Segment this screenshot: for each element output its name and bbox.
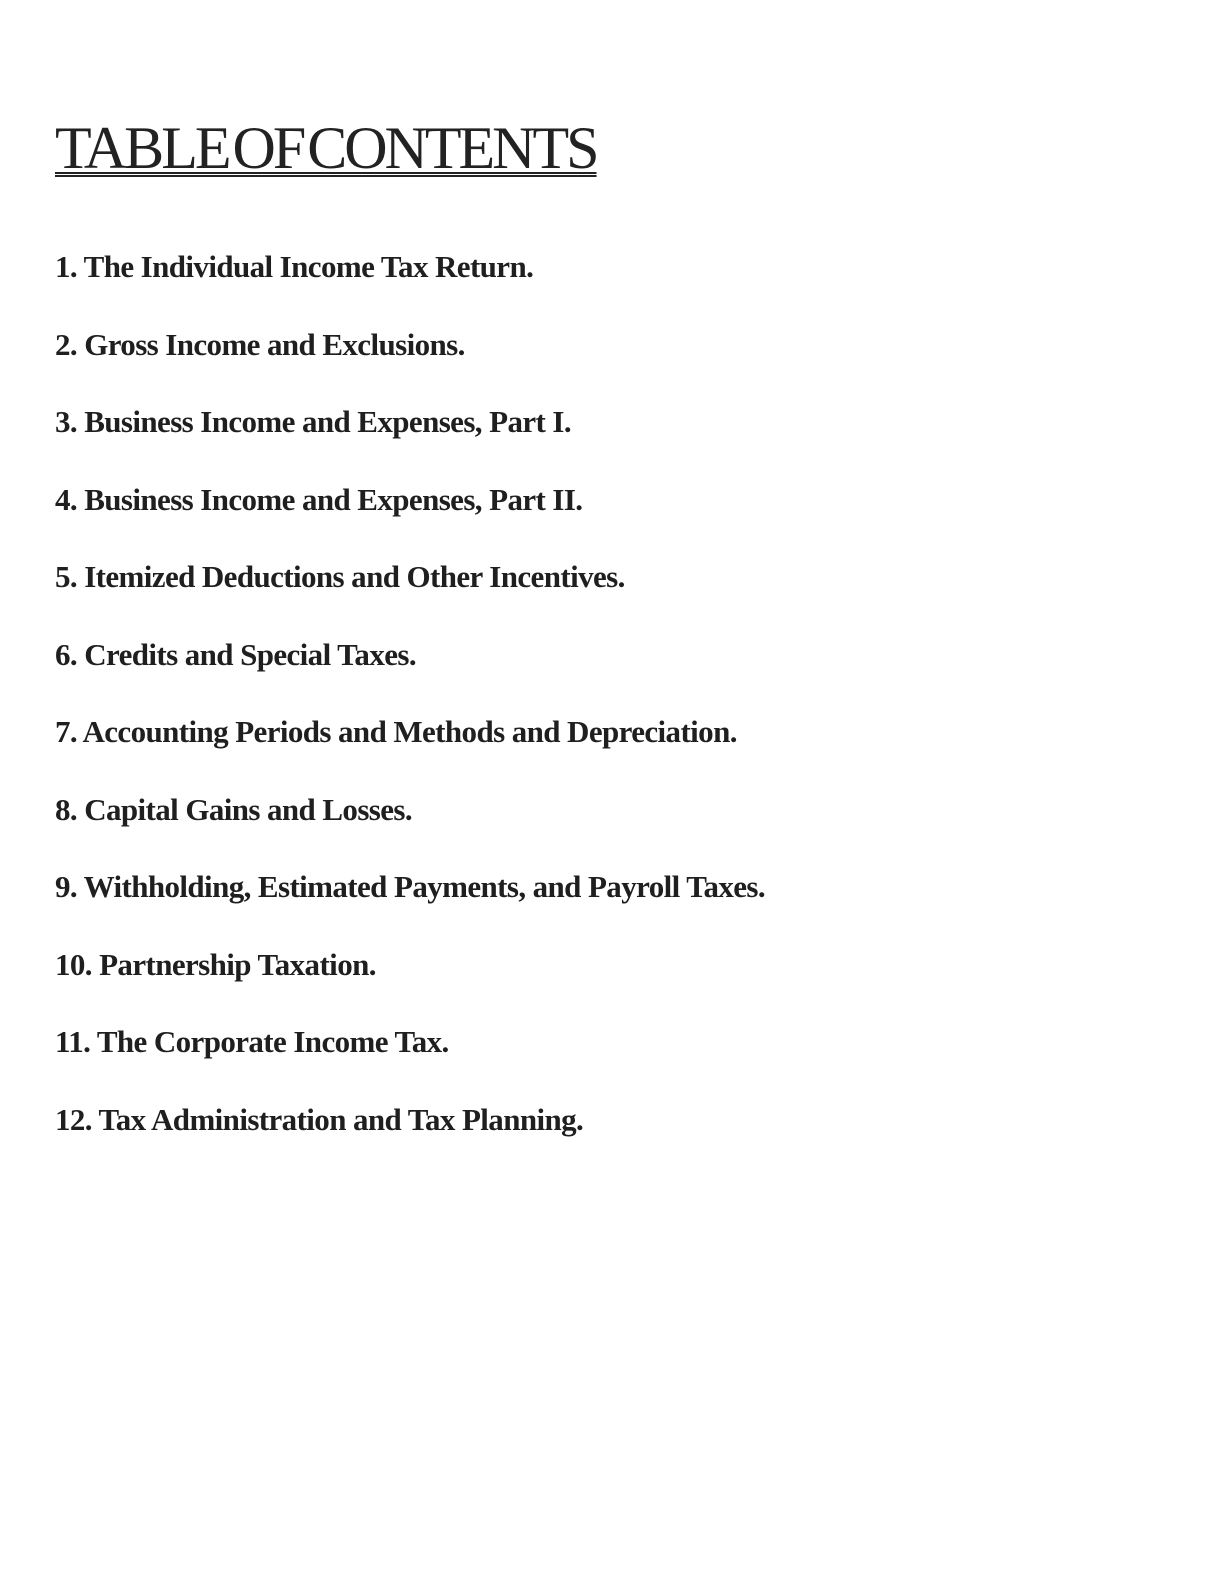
toc-entry-7: 7. Accounting Periods and Methods and Depreciation. [55, 714, 737, 749]
toc-entry-4: 4. Business Income and Expenses, Part II. [55, 481, 583, 517]
toc-entry-9: 9. Withholding, Estimated Payments, and Payroll Taxes. [55, 869, 766, 904]
toc-entry-3: 3. Business Income and Expenses, Part I. [55, 404, 571, 439]
page-title: TABLE OF CONTENTS [55, 115, 597, 181]
toc-entry-1: 1. The Individual Income Tax Return. [55, 249, 534, 284]
toc-list [55, 245, 765, 1175]
toc-entry-8: 8. Capital Gains and Losses. [55, 791, 413, 827]
toc-entry-2: 2. Gross Income and Exclusions. [55, 326, 465, 362]
toc-entry-6: 6. Credits and Special Taxes. [55, 636, 416, 672]
toc-entry-5: 5. Itemized Deductions and Other Incentives. [55, 559, 625, 594]
toc-entry-10: 10. Partnership Taxation. [55, 946, 376, 982]
toc-entry-12: 12. Tax Administration and Tax Planning. [55, 1101, 584, 1137]
toc-entry-11: 11. The Corporate Income Tax. [55, 1024, 449, 1059]
